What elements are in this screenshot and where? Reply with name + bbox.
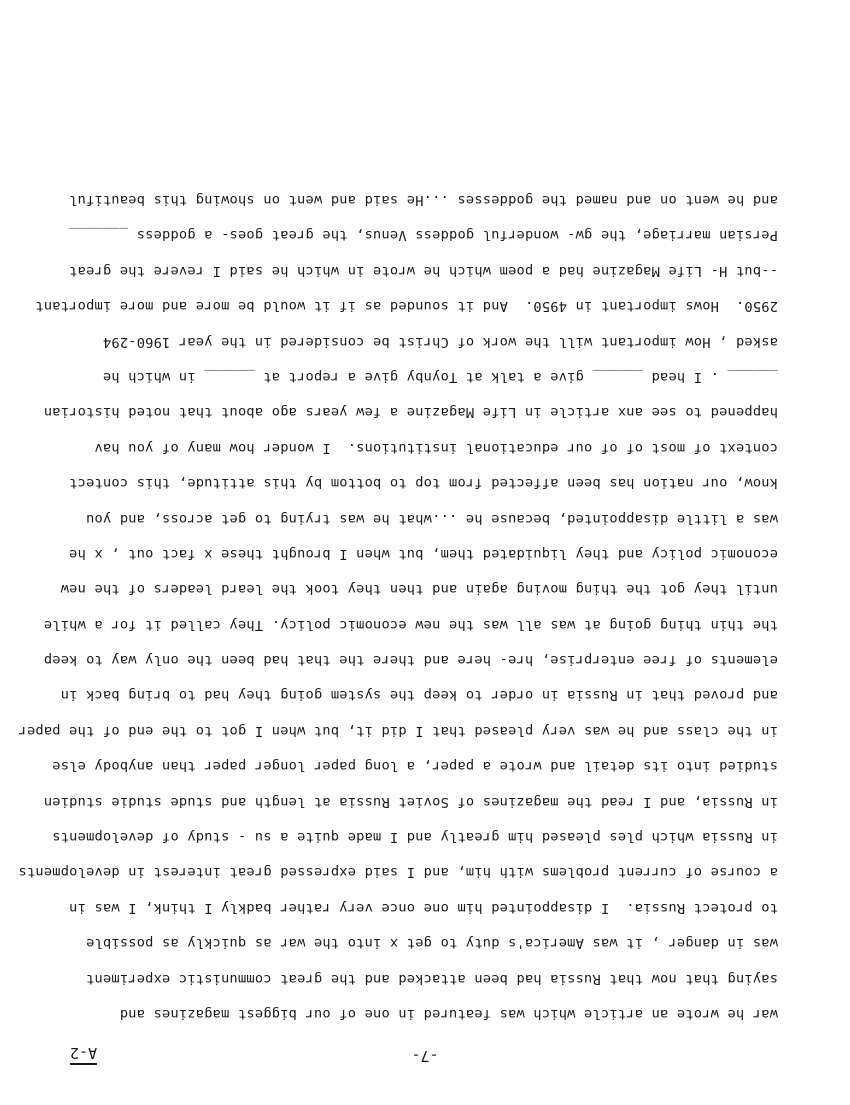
text-line: the thin thing going at was all was the new economic policy. They called it for a while <box>43 616 778 633</box>
text-line: context of most of of our educational institutions. I wonder how many of you hav <box>94 439 778 456</box>
text-line: economic policy and they liquidated them, but when I brought these x fact out , x he <box>68 545 778 562</box>
page-header <box>70 1041 780 1065</box>
text-line: and he went on and named the goddesses ...He said and went on showing this beautiful <box>68 192 778 209</box>
text-line: in the class and he was very pleased that I did it, but when I got to the end of the paper <box>18 722 778 739</box>
text-line: ______ . I head ______ give a talk at Toynby give a report at ______ in which he <box>102 368 778 385</box>
text-line: a course of current problems with him, and I said expressed great interest in developments <box>18 864 778 881</box>
text-line: war he wrote an article which was featured in one of our biggest magazines and <box>119 1006 778 1022</box>
text-line: was a little disappointed, because he ...what he was trying to get across, and you <box>85 510 778 527</box>
text-line: saying that now that Russia had been attacked and the great communistic experiment <box>85 970 778 987</box>
page-number: -7- <box>411 1047 439 1065</box>
text-line: in Russia, and I read the magazines of Soviet Russia at length and stude studie studien <box>43 793 778 810</box>
page-id: A-2 <box>70 1044 97 1065</box>
text-line: until they got the thing moving again and then they took the leard leaders of the new <box>60 581 778 598</box>
document-body <box>18 182 778 1031</box>
text-line: --but H- Life Magazine had a poem which he wrote in which he said I revere the great <box>68 262 778 279</box>
text-line: 2950. Hows important in 4950. And it sounded as if it would be more and more important <box>35 298 778 315</box>
text-line: Persian marriage, the gw- wonderful goddess Venus, the great goes- a goddess _______ <box>68 227 778 244</box>
text-line: know, our nation has been affected from top to bottom by this attitude, this contect <box>68 475 778 492</box>
text-line: elements of free enterprise, hre- here and there the that had been the only way to keep <box>43 652 778 669</box>
text-line: and proved that in Russia in order to keep the system going they had to bring back in <box>60 687 778 704</box>
text-line: was in danger , it was America's duty to get x into the war as quickly as possible <box>85 935 778 952</box>
text-line: in Russia which ples pleased him greatly and I made quite a su - study of developments <box>52 829 778 846</box>
text-line: asked , How important will the work of Christ be considered in the year 1960-294 <box>102 333 778 350</box>
text-line: studied into its detail and wrote a paper, a long paper longer paper than anybody else <box>52 758 778 775</box>
text-line: happened to see anx article in Life Magazine a few years ago about that noted historian <box>43 404 778 421</box>
text-line: to protect Russia. I disappointed him one once very rather badkly I think, I was in <box>68 899 778 916</box>
